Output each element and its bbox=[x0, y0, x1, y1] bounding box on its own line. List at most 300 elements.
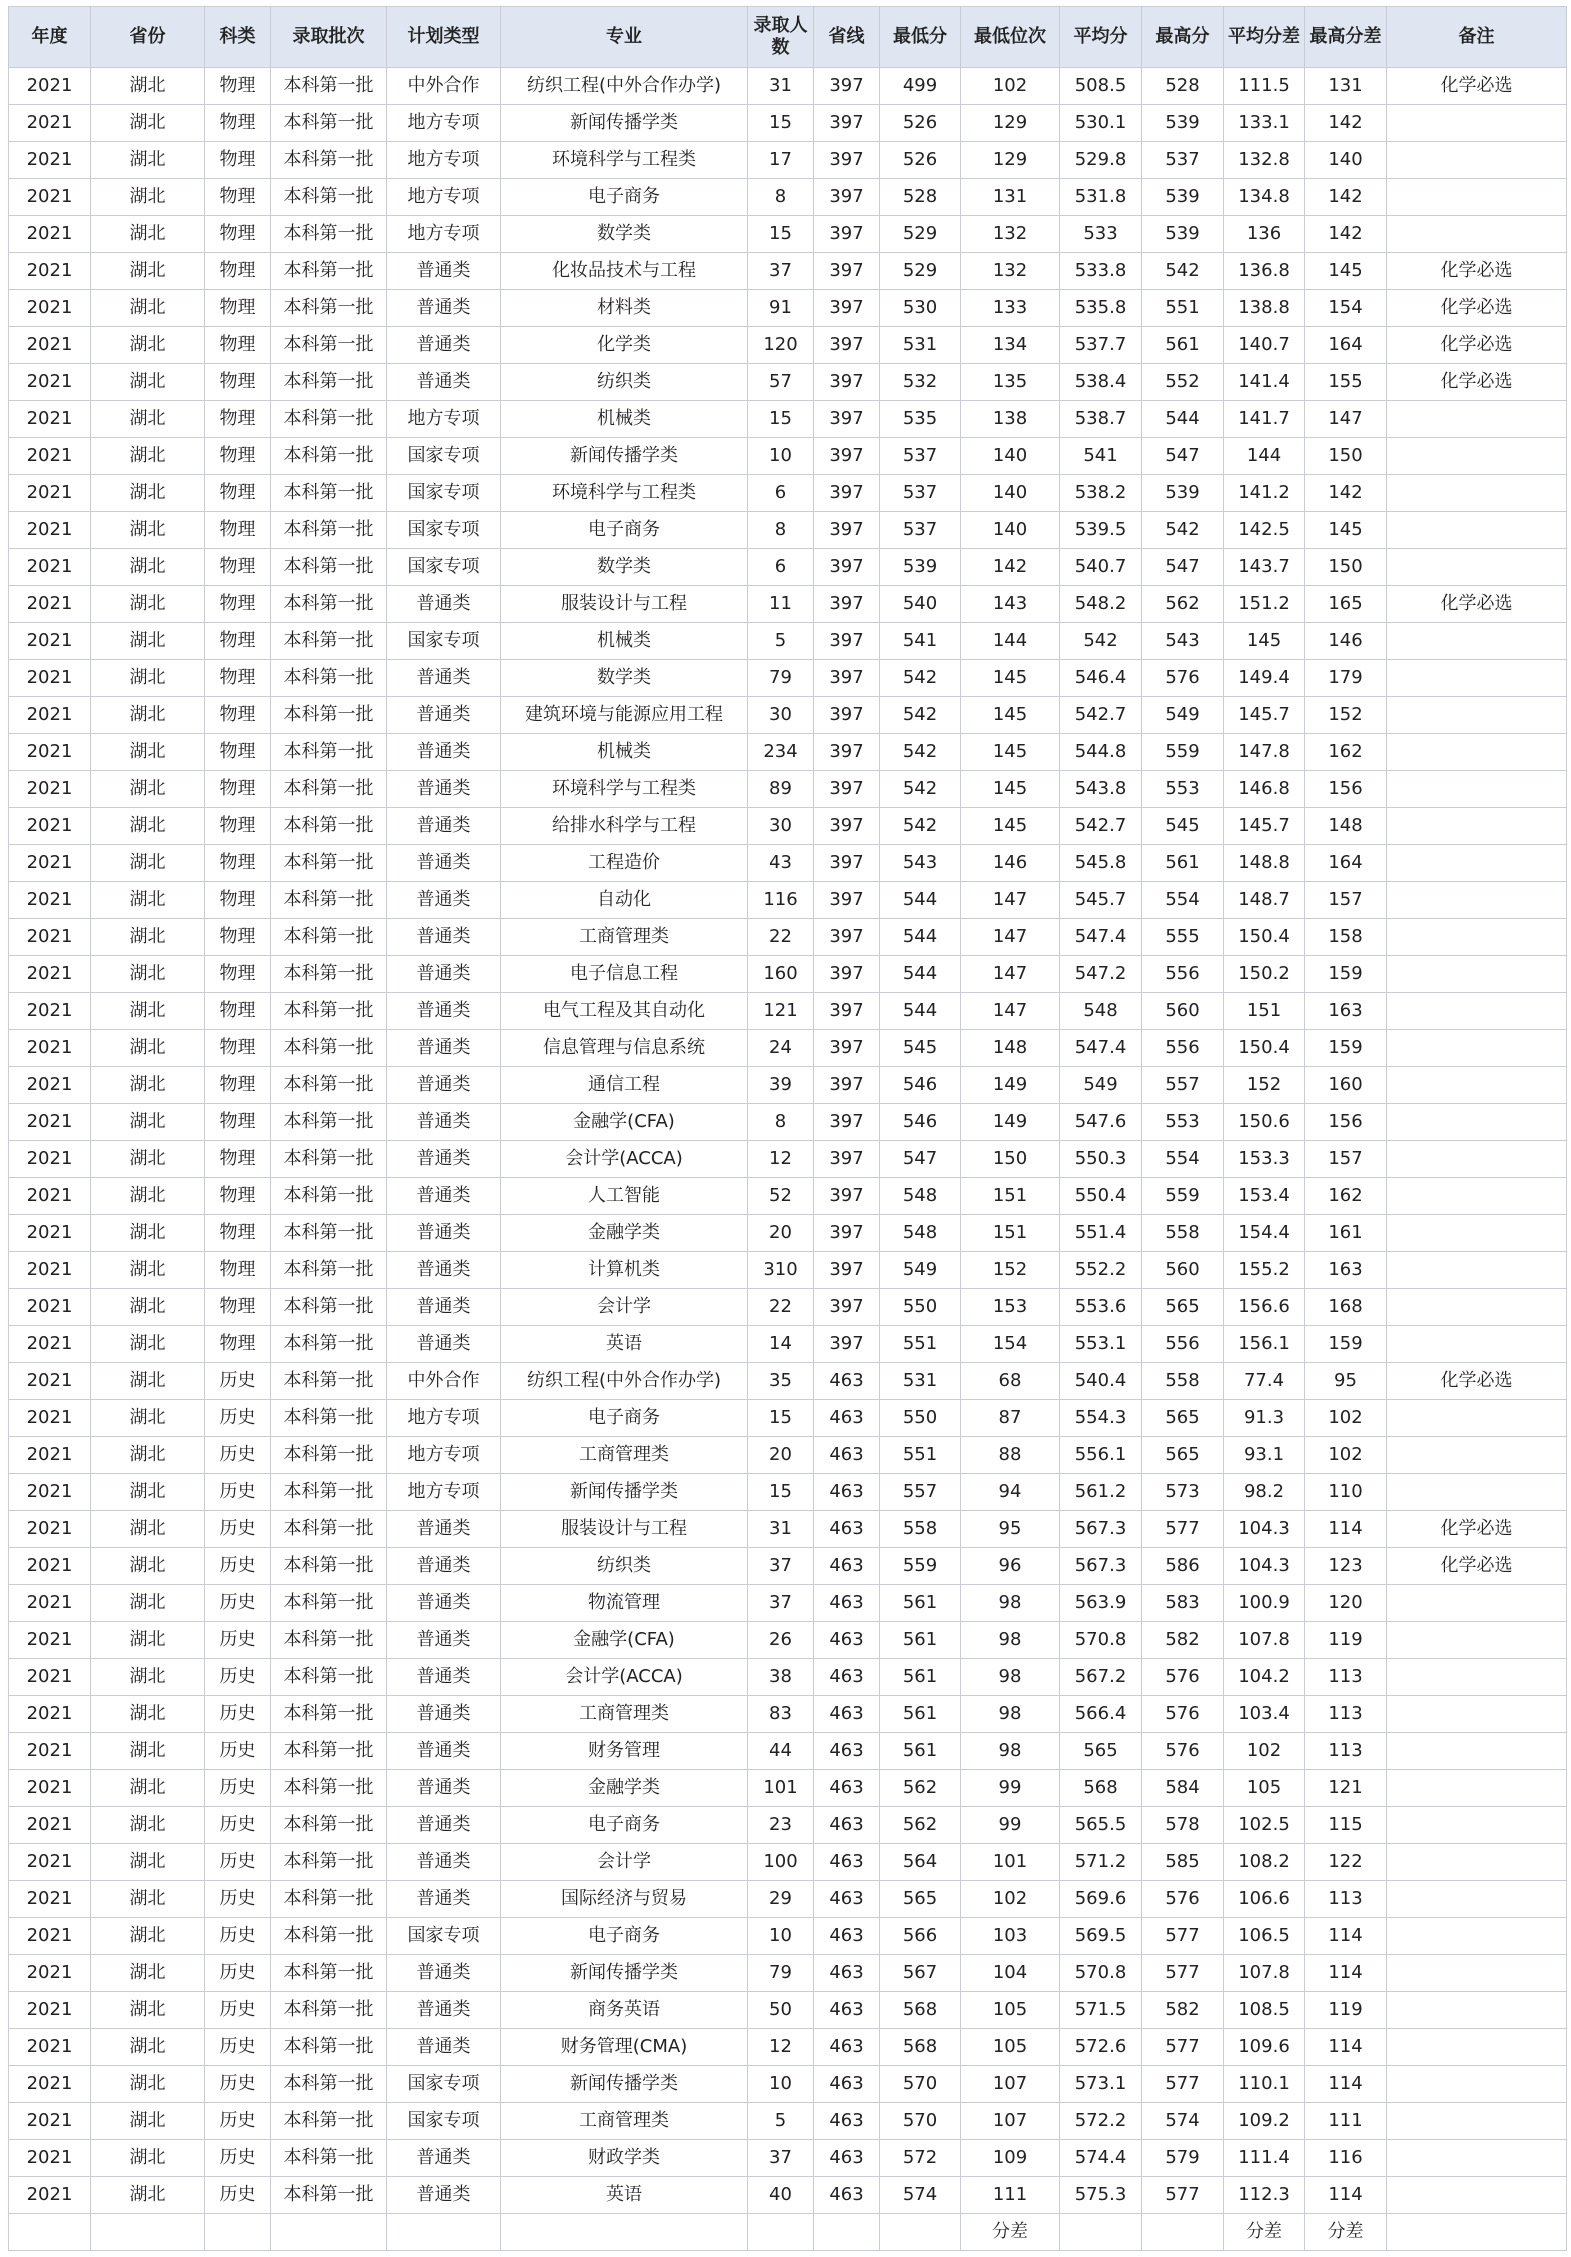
cell-subject: 历史 bbox=[205, 1807, 271, 1844]
cell-major: 纺织工程(中外合作办学) bbox=[501, 68, 748, 105]
cell-min-score: 561 bbox=[880, 1696, 961, 1733]
cell-min-rank: 132 bbox=[961, 253, 1060, 290]
cell-province-line: 463 bbox=[814, 1918, 880, 1955]
cell-year: 2021 bbox=[9, 845, 91, 882]
cell-batch: 本科第一批 bbox=[271, 845, 387, 882]
cell-avg-score: 568 bbox=[1060, 1770, 1142, 1807]
cell-enrolled-count: 11 bbox=[748, 586, 814, 623]
cell-remark bbox=[1387, 1067, 1567, 1104]
cell-enrolled-count: 24 bbox=[748, 1030, 814, 1067]
cell-batch: 本科第一批 bbox=[271, 253, 387, 290]
cell-min-rank: 153 bbox=[961, 1289, 1060, 1326]
cell-plan-type: 普通类 bbox=[387, 1807, 501, 1844]
cell-remark bbox=[1387, 1437, 1567, 1474]
cell-plan-type: 国家专项 bbox=[387, 1918, 501, 1955]
cell-province-line: 463 bbox=[814, 1622, 880, 1659]
cell-avg-score: 563.9 bbox=[1060, 1585, 1142, 1622]
cell-max-score-diff: 146 bbox=[1305, 623, 1387, 660]
cell-min-score: 544 bbox=[880, 993, 961, 1030]
cell-province-line: 397 bbox=[814, 327, 880, 364]
cell-remark bbox=[1387, 1992, 1567, 2029]
cell-avg-score: 539.5 bbox=[1060, 512, 1142, 549]
cell-province: 湖北 bbox=[91, 1289, 205, 1326]
cell-min-score: 499 bbox=[880, 68, 961, 105]
cell-enrolled-count: 20 bbox=[748, 1215, 814, 1252]
cell-year: 2021 bbox=[9, 1918, 91, 1955]
cell-min-rank: 134 bbox=[961, 327, 1060, 364]
cell-min-score: 544 bbox=[880, 919, 961, 956]
footer-cell-province bbox=[91, 2214, 205, 2251]
table-row bbox=[9, 771, 1567, 808]
cell-province-line: 463 bbox=[814, 1770, 880, 1807]
cell-avg-score-diff: 145.7 bbox=[1224, 808, 1305, 845]
cell-batch: 本科第一批 bbox=[271, 290, 387, 327]
cell-plan-type: 普通类 bbox=[387, 1955, 501, 1992]
cell-subject: 物理 bbox=[205, 845, 271, 882]
footer-cell-plan-type bbox=[387, 2214, 501, 2251]
cell-remark bbox=[1387, 697, 1567, 734]
cell-year: 2021 bbox=[9, 660, 91, 697]
cell-province-line: 397 bbox=[814, 993, 880, 1030]
cell-subject: 物理 bbox=[205, 1326, 271, 1363]
cell-min-rank: 109 bbox=[961, 2140, 1060, 2177]
cell-enrolled-count: 38 bbox=[748, 1659, 814, 1696]
cell-max-score-diff: 164 bbox=[1305, 327, 1387, 364]
cell-avg-score: 570.8 bbox=[1060, 1622, 1142, 1659]
cell-avg-score: 565 bbox=[1060, 1733, 1142, 1770]
cell-major: 人工智能 bbox=[501, 1178, 748, 1215]
footer-cell-max-score bbox=[1142, 2214, 1224, 2251]
cell-province: 湖北 bbox=[91, 1363, 205, 1400]
cell-plan-type: 普通类 bbox=[387, 1178, 501, 1215]
cell-avg-score: 571.5 bbox=[1060, 1992, 1142, 2029]
cell-major: 纺织工程(中外合作办学) bbox=[501, 1363, 748, 1400]
cell-major: 电子商务 bbox=[501, 1918, 748, 1955]
cell-min-rank: 133 bbox=[961, 290, 1060, 327]
cell-province: 湖北 bbox=[91, 1622, 205, 1659]
cell-remark bbox=[1387, 1326, 1567, 1363]
cell-avg-score-diff: 111.5 bbox=[1224, 68, 1305, 105]
cell-min-rank: 144 bbox=[961, 623, 1060, 660]
cell-min-score: 539 bbox=[880, 549, 961, 586]
cell-province-line: 463 bbox=[814, 1807, 880, 1844]
cell-avg-score-diff: 141.7 bbox=[1224, 401, 1305, 438]
cell-remark bbox=[1387, 623, 1567, 660]
cell-year: 2021 bbox=[9, 512, 91, 549]
cell-min-score: 564 bbox=[880, 1844, 961, 1881]
cell-remark bbox=[1387, 179, 1567, 216]
cell-province-line: 397 bbox=[814, 1067, 880, 1104]
table-row bbox=[9, 1289, 1567, 1326]
cell-province-line: 397 bbox=[814, 401, 880, 438]
table-body bbox=[9, 68, 1567, 2251]
cell-enrolled-count: 29 bbox=[748, 1881, 814, 1918]
cell-avg-score: 538.2 bbox=[1060, 475, 1142, 512]
cell-avg-score-diff: 104.3 bbox=[1224, 1548, 1305, 1585]
cell-remark bbox=[1387, 1918, 1567, 1955]
cell-subject: 历史 bbox=[205, 1400, 271, 1437]
cell-max-score: 576 bbox=[1142, 660, 1224, 697]
cell-avg-score: 553.6 bbox=[1060, 1289, 1142, 1326]
cell-remark bbox=[1387, 1104, 1567, 1141]
cell-plan-type: 普通类 bbox=[387, 1215, 501, 1252]
cell-max-score-diff: 162 bbox=[1305, 1178, 1387, 1215]
cell-min-score: 545 bbox=[880, 1030, 961, 1067]
cell-min-rank: 147 bbox=[961, 956, 1060, 993]
cell-remark bbox=[1387, 1881, 1567, 1918]
cell-max-score-diff: 159 bbox=[1305, 1030, 1387, 1067]
cell-plan-type: 普通类 bbox=[387, 253, 501, 290]
cell-province-line: 397 bbox=[814, 68, 880, 105]
cell-plan-type: 普通类 bbox=[387, 956, 501, 993]
cell-batch: 本科第一批 bbox=[271, 364, 387, 401]
cell-max-score: 576 bbox=[1142, 1881, 1224, 1918]
cell-major: 电子商务 bbox=[501, 179, 748, 216]
column-header-min-rank: 最低位次 bbox=[961, 7, 1060, 68]
cell-remark bbox=[1387, 1696, 1567, 1733]
cell-avg-score-diff: 156.1 bbox=[1224, 1326, 1305, 1363]
cell-remark bbox=[1387, 2029, 1567, 2066]
cell-max-score-diff: 145 bbox=[1305, 253, 1387, 290]
cell-year: 2021 bbox=[9, 2140, 91, 2177]
cell-enrolled-count: 6 bbox=[748, 475, 814, 512]
cell-avg-score: 543.8 bbox=[1060, 771, 1142, 808]
cell-province-line: 397 bbox=[814, 253, 880, 290]
cell-major: 财务管理(CMA) bbox=[501, 2029, 748, 2066]
cell-year: 2021 bbox=[9, 771, 91, 808]
cell-max-score: 561 bbox=[1142, 327, 1224, 364]
cell-min-rank: 99 bbox=[961, 1807, 1060, 1844]
cell-major: 会计学(ACCA) bbox=[501, 1659, 748, 1696]
table-row bbox=[9, 845, 1567, 882]
cell-province: 湖北 bbox=[91, 1141, 205, 1178]
cell-province: 湖北 bbox=[91, 216, 205, 253]
cell-subject: 物理 bbox=[205, 1215, 271, 1252]
table-row bbox=[9, 882, 1567, 919]
cell-province-line: 397 bbox=[814, 808, 880, 845]
cell-province: 湖北 bbox=[91, 2140, 205, 2177]
cell-remark bbox=[1387, 2066, 1567, 2103]
cell-major: 会计学(ACCA) bbox=[501, 1141, 748, 1178]
cell-province-line: 397 bbox=[814, 512, 880, 549]
cell-avg-score-diff: 93.1 bbox=[1224, 1437, 1305, 1474]
cell-max-score: 584 bbox=[1142, 1770, 1224, 1807]
table-row bbox=[9, 586, 1567, 623]
cell-province-line: 463 bbox=[814, 2103, 880, 2140]
cell-subject: 历史 bbox=[205, 1844, 271, 1881]
cell-year: 2021 bbox=[9, 549, 91, 586]
table-header-row bbox=[9, 7, 1567, 68]
cell-avg-score-diff: 156.6 bbox=[1224, 1289, 1305, 1326]
cell-province-line: 397 bbox=[814, 364, 880, 401]
cell-remark bbox=[1387, 1955, 1567, 1992]
cell-subject: 物理 bbox=[205, 142, 271, 179]
cell-avg-score: 535.8 bbox=[1060, 290, 1142, 327]
cell-remark bbox=[1387, 660, 1567, 697]
cell-subject: 物理 bbox=[205, 179, 271, 216]
cell-province-line: 397 bbox=[814, 1178, 880, 1215]
cell-province: 湖北 bbox=[91, 697, 205, 734]
cell-avg-score-diff: 102.5 bbox=[1224, 1807, 1305, 1844]
cell-enrolled-count: 8 bbox=[748, 512, 814, 549]
cell-province: 湖北 bbox=[91, 68, 205, 105]
cell-subject: 历史 bbox=[205, 2066, 271, 2103]
cell-max-score-diff: 163 bbox=[1305, 1252, 1387, 1289]
cell-max-score: 577 bbox=[1142, 1955, 1224, 1992]
cell-remark bbox=[1387, 882, 1567, 919]
cell-min-score: 558 bbox=[880, 1511, 961, 1548]
cell-province-line: 463 bbox=[814, 1881, 880, 1918]
cell-batch: 本科第一批 bbox=[271, 327, 387, 364]
cell-min-score: 547 bbox=[880, 1141, 961, 1178]
cell-min-rank: 87 bbox=[961, 1400, 1060, 1437]
cell-max-score-diff: 116 bbox=[1305, 2140, 1387, 2177]
cell-avg-score-diff: 133.1 bbox=[1224, 105, 1305, 142]
cell-min-rank: 138 bbox=[961, 401, 1060, 438]
cell-remark bbox=[1387, 475, 1567, 512]
cell-province-line: 397 bbox=[814, 1215, 880, 1252]
table-row bbox=[9, 438, 1567, 475]
cell-major: 金融学(CFA) bbox=[501, 1104, 748, 1141]
cell-plan-type: 普通类 bbox=[387, 290, 501, 327]
cell-plan-type: 普通类 bbox=[387, 1067, 501, 1104]
cell-max-score-diff: 114 bbox=[1305, 1918, 1387, 1955]
cell-min-rank: 68 bbox=[961, 1363, 1060, 1400]
cell-subject: 物理 bbox=[205, 771, 271, 808]
cell-year: 2021 bbox=[9, 1067, 91, 1104]
table-row bbox=[9, 1807, 1567, 1844]
cell-year: 2021 bbox=[9, 919, 91, 956]
cell-province-line: 463 bbox=[814, 1992, 880, 2029]
cell-year: 2021 bbox=[9, 956, 91, 993]
cell-major: 建筑环境与能源应用工程 bbox=[501, 697, 748, 734]
cell-max-score: 576 bbox=[1142, 1659, 1224, 1696]
cell-subject: 历史 bbox=[205, 2140, 271, 2177]
cell-max-score: 560 bbox=[1142, 993, 1224, 1030]
cell-plan-type: 普通类 bbox=[387, 1030, 501, 1067]
table-row bbox=[9, 1326, 1567, 1363]
cell-avg-score-diff: 100.9 bbox=[1224, 1585, 1305, 1622]
cell-min-score: 542 bbox=[880, 660, 961, 697]
cell-major: 纺织类 bbox=[501, 1548, 748, 1585]
table-row bbox=[9, 1696, 1567, 1733]
cell-batch: 本科第一批 bbox=[271, 1326, 387, 1363]
footer-cell-enrolled-count bbox=[748, 2214, 814, 2251]
cell-batch: 本科第一批 bbox=[271, 1178, 387, 1215]
cell-max-score-diff: 115 bbox=[1305, 1807, 1387, 1844]
cell-subject: 物理 bbox=[205, 586, 271, 623]
cell-min-score: 574 bbox=[880, 2177, 961, 2214]
cell-min-score: 568 bbox=[880, 2029, 961, 2066]
cell-max-score: 554 bbox=[1142, 882, 1224, 919]
cell-avg-score: 542.7 bbox=[1060, 808, 1142, 845]
cell-batch: 本科第一批 bbox=[271, 1030, 387, 1067]
cell-min-score: 549 bbox=[880, 1252, 961, 1289]
cell-province: 湖北 bbox=[91, 1992, 205, 2029]
cell-major: 国际经济与贸易 bbox=[501, 1881, 748, 1918]
cell-max-score: 537 bbox=[1142, 142, 1224, 179]
cell-avg-score: 548 bbox=[1060, 993, 1142, 1030]
cell-year: 2021 bbox=[9, 1659, 91, 1696]
cell-max-score-diff: 165 bbox=[1305, 586, 1387, 623]
cell-major: 工商管理类 bbox=[501, 1437, 748, 1474]
cell-min-rank: 147 bbox=[961, 882, 1060, 919]
cell-max-score: 545 bbox=[1142, 808, 1224, 845]
cell-max-score: 557 bbox=[1142, 1067, 1224, 1104]
cell-year: 2021 bbox=[9, 401, 91, 438]
cell-subject: 物理 bbox=[205, 919, 271, 956]
cell-avg-score-diff: 146.8 bbox=[1224, 771, 1305, 808]
cell-enrolled-count: 20 bbox=[748, 1437, 814, 1474]
cell-max-score: 539 bbox=[1142, 105, 1224, 142]
table-row bbox=[9, 1548, 1567, 1585]
cell-plan-type: 普通类 bbox=[387, 1104, 501, 1141]
table-row bbox=[9, 993, 1567, 1030]
cell-major: 材料类 bbox=[501, 290, 748, 327]
cell-major: 财务管理 bbox=[501, 1733, 748, 1770]
cell-province: 湖北 bbox=[91, 1511, 205, 1548]
table-row bbox=[9, 327, 1567, 364]
cell-province: 湖北 bbox=[91, 142, 205, 179]
cell-plan-type: 国家专项 bbox=[387, 2066, 501, 2103]
cell-min-score: 566 bbox=[880, 1918, 961, 1955]
cell-year: 2021 bbox=[9, 68, 91, 105]
cell-subject: 物理 bbox=[205, 1252, 271, 1289]
cell-plan-type: 国家专项 bbox=[387, 2103, 501, 2140]
cell-remark bbox=[1387, 2103, 1567, 2140]
cell-avg-score: 540.7 bbox=[1060, 549, 1142, 586]
cell-major: 数学类 bbox=[501, 660, 748, 697]
cell-min-score: 561 bbox=[880, 1622, 961, 1659]
cell-year: 2021 bbox=[9, 1326, 91, 1363]
cell-remark: 化学必选 bbox=[1387, 327, 1567, 364]
cell-year: 2021 bbox=[9, 882, 91, 919]
table-row bbox=[9, 1474, 1567, 1511]
cell-major: 新闻传播学类 bbox=[501, 105, 748, 142]
cell-province-line: 397 bbox=[814, 1326, 880, 1363]
table-row bbox=[9, 1918, 1567, 1955]
cell-year: 2021 bbox=[9, 216, 91, 253]
cell-min-score: 529 bbox=[880, 253, 961, 290]
cell-avg-score-diff: 150.6 bbox=[1224, 1104, 1305, 1141]
cell-batch: 本科第一批 bbox=[271, 1696, 387, 1733]
cell-province-line: 397 bbox=[814, 105, 880, 142]
cell-province-line: 463 bbox=[814, 1511, 880, 1548]
cell-province-line: 463 bbox=[814, 2029, 880, 2066]
cell-avg-score-diff: 140.7 bbox=[1224, 327, 1305, 364]
cell-batch: 本科第一批 bbox=[271, 1104, 387, 1141]
cell-min-score: 526 bbox=[880, 142, 961, 179]
cell-subject: 物理 bbox=[205, 808, 271, 845]
table-row bbox=[9, 216, 1567, 253]
cell-province: 湖北 bbox=[91, 845, 205, 882]
cell-min-rank: 150 bbox=[961, 1141, 1060, 1178]
cell-subject: 历史 bbox=[205, 1955, 271, 1992]
cell-max-score: 565 bbox=[1142, 1437, 1224, 1474]
cell-avg-score: 550.4 bbox=[1060, 1178, 1142, 1215]
table-row bbox=[9, 1770, 1567, 1807]
cell-min-rank: 88 bbox=[961, 1437, 1060, 1474]
cell-subject: 物理 bbox=[205, 956, 271, 993]
cell-subject: 物理 bbox=[205, 512, 271, 549]
cell-major: 会计学 bbox=[501, 1844, 748, 1881]
cell-province: 湖北 bbox=[91, 512, 205, 549]
cell-batch: 本科第一批 bbox=[271, 1659, 387, 1696]
cell-remark bbox=[1387, 1659, 1567, 1696]
cell-enrolled-count: 31 bbox=[748, 68, 814, 105]
cell-year: 2021 bbox=[9, 1955, 91, 1992]
cell-avg-score: 550.3 bbox=[1060, 1141, 1142, 1178]
cell-avg-score: 566.4 bbox=[1060, 1696, 1142, 1733]
cell-subject: 物理 bbox=[205, 697, 271, 734]
column-header-avg-score: 平均分 bbox=[1060, 7, 1142, 68]
cell-avg-score: 573.1 bbox=[1060, 2066, 1142, 2103]
cell-major: 新闻传播学类 bbox=[501, 1955, 748, 1992]
cell-enrolled-count: 120 bbox=[748, 327, 814, 364]
cell-subject: 物理 bbox=[205, 549, 271, 586]
cell-avg-score: 531.8 bbox=[1060, 179, 1142, 216]
cell-batch: 本科第一批 bbox=[271, 1400, 387, 1437]
cell-province: 湖北 bbox=[91, 808, 205, 845]
table-row bbox=[9, 105, 1567, 142]
cell-max-score-diff: 155 bbox=[1305, 364, 1387, 401]
cell-batch: 本科第一批 bbox=[271, 993, 387, 1030]
cell-province: 湖北 bbox=[91, 623, 205, 660]
cell-max-score-diff: 114 bbox=[1305, 1511, 1387, 1548]
cell-min-rank: 98 bbox=[961, 1659, 1060, 1696]
cell-year: 2021 bbox=[9, 993, 91, 1030]
cell-avg-score-diff: 151.2 bbox=[1224, 586, 1305, 623]
cell-year: 2021 bbox=[9, 623, 91, 660]
column-header-year: 年度 bbox=[9, 7, 91, 68]
cell-plan-type: 普通类 bbox=[387, 1548, 501, 1585]
cell-min-score: 537 bbox=[880, 512, 961, 549]
cell-subject: 物理 bbox=[205, 1178, 271, 1215]
cell-batch: 本科第一批 bbox=[271, 216, 387, 253]
cell-max-score-diff: 145 bbox=[1305, 512, 1387, 549]
cell-remark bbox=[1387, 1178, 1567, 1215]
cell-min-score: 532 bbox=[880, 364, 961, 401]
cell-min-score: 537 bbox=[880, 438, 961, 475]
cell-year: 2021 bbox=[9, 475, 91, 512]
cell-max-score-diff: 113 bbox=[1305, 1659, 1387, 1696]
cell-avg-score: 570.8 bbox=[1060, 1955, 1142, 1992]
cell-min-rank: 140 bbox=[961, 438, 1060, 475]
cell-enrolled-count: 15 bbox=[748, 105, 814, 142]
cell-remark: 化学必选 bbox=[1387, 1363, 1567, 1400]
cell-plan-type: 普通类 bbox=[387, 993, 501, 1030]
cell-province-line: 463 bbox=[814, 1659, 880, 1696]
cell-remark bbox=[1387, 1585, 1567, 1622]
cell-min-rank: 98 bbox=[961, 1733, 1060, 1770]
cell-batch: 本科第一批 bbox=[271, 734, 387, 771]
cell-subject: 历史 bbox=[205, 1548, 271, 1585]
cell-min-rank: 101 bbox=[961, 1844, 1060, 1881]
cell-province: 湖北 bbox=[91, 1955, 205, 1992]
cell-avg-score: 541 bbox=[1060, 438, 1142, 475]
cell-min-rank: 111 bbox=[961, 2177, 1060, 2214]
cell-subject: 物理 bbox=[205, 68, 271, 105]
cell-province-line: 397 bbox=[814, 438, 880, 475]
column-header-province-line: 省线 bbox=[814, 7, 880, 68]
cell-max-score: 551 bbox=[1142, 290, 1224, 327]
cell-enrolled-count: 43 bbox=[748, 845, 814, 882]
cell-max-score-diff: 113 bbox=[1305, 1881, 1387, 1918]
cell-avg-score-diff: 143.7 bbox=[1224, 549, 1305, 586]
table-row bbox=[9, 1437, 1567, 1474]
cell-subject: 物理 bbox=[205, 623, 271, 660]
footer-cell-province-line bbox=[814, 2214, 880, 2251]
